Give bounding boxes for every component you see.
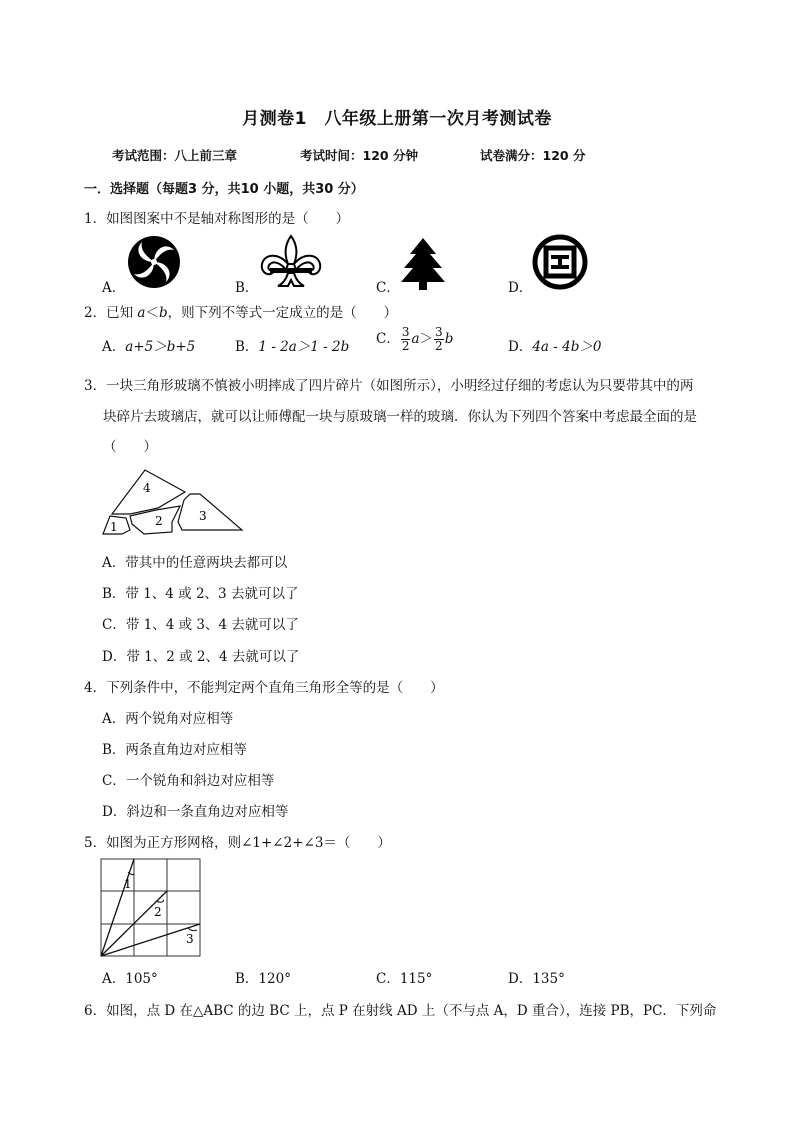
q1-option-b-label: B． <box>235 280 259 296</box>
angle-label-2: 2 <box>154 905 162 919</box>
exam-scope: 考试范围：八上前三章 <box>112 148 238 163</box>
question-3-line-1: 3．一块三角形玻璃不慎被小明摔成了四片碎片（如图所示），小明经过仔细的考虑认为只要带其中的两 <box>84 378 694 394</box>
q4-option-a: A．两个锐角对应相等 <box>102 711 234 727</box>
q5-option-a: A．105° <box>102 971 158 987</box>
q2-option-c: C． $\frac{3}{2}$ a＞ $\frac{3}{2}$ b <box>376 325 454 353</box>
fraction: $\frac{3}{2}$ <box>435 325 443 353</box>
exam-full-score: 试卷满分：120 分 <box>480 148 586 163</box>
q4-option-c: C．一个锐角和斜边对应相等 <box>102 773 275 789</box>
question-4-stem: 4．下列条件中，不能判定两个直角三角形全等的是（ ） <box>84 680 444 696</box>
fraction: $\frac{3}{2}$ <box>401 325 410 353</box>
question-2-stem: 2．已知 a＜b，则下列不等式一定成立的是（ ） <box>84 305 398 321</box>
piece-label-4: 4 <box>143 481 151 495</box>
angle-label-3: 3 <box>186 932 194 946</box>
question-1-stem: 1．如图图案中不是轴对称图形的是（ ） <box>84 211 350 227</box>
q3-option-a: A．带其中的任意两块去都可以 <box>102 555 288 571</box>
piece-label-2: 2 <box>155 514 163 528</box>
question-3-line-3: （ ） <box>103 439 157 455</box>
q2-option-a: A．a+5＞b+5 <box>102 339 196 355</box>
q3-option-c: C．带 1、4 或 3、4 去就可以了 <box>102 617 299 633</box>
piece-label-1: 1 <box>110 520 118 534</box>
broken-glass-figure <box>100 464 250 539</box>
q2-option-b: B．1 - 2a＞1 - 2b <box>235 339 350 355</box>
angle-label-1: 1 <box>124 877 132 891</box>
q1-option-a-label: A． <box>102 280 126 296</box>
q1-option-c-label: C． <box>376 280 400 296</box>
q1-option-d-label: D． <box>508 280 533 296</box>
pine-tree-icon <box>400 236 446 290</box>
exam-title: 月测卷1 八年级上册第一次月考测试卷 <box>242 109 552 129</box>
fleur-de-lis-icon <box>258 234 324 290</box>
swirl-emblem-icon <box>126 234 182 290</box>
question-5-stem: 5．如图为正方形网格，则∠1+∠2+∠3＝（ ） <box>84 835 391 851</box>
q3-option-d: D．带 1、2 或 2、4 去就可以了 <box>102 649 300 665</box>
q5-option-b: B．120° <box>235 971 291 987</box>
piece-label-3: 3 <box>199 509 207 523</box>
q2-option-d: D．4a - 4b＞0 <box>508 339 602 355</box>
square-grid-figure <box>100 858 202 958</box>
q4-option-d: D．斜边和一条直角边对应相等 <box>102 804 289 820</box>
q3-option-b: B．带 1、4 或 2、3 去就可以了 <box>102 586 299 602</box>
question-3-line-2: 块碎片去玻璃店，就可以让师傅配一块与原玻璃一样的玻璃．你认为下列四个答案中考虑最全面的是 <box>103 409 697 425</box>
q5-option-d: D．135° <box>508 971 565 987</box>
q4-option-b: B．两条直角边对应相等 <box>102 742 247 758</box>
q5-option-c: C．115° <box>376 971 433 987</box>
exam-time: 考试时间：120 分钟 <box>300 148 418 163</box>
question-6-stem: 6．如图，点 D 在△ABC 的边 BC 上，点 P 在射线 AD 上（不与点 A，D 重合），连接 PB，PC．下列命 <box>84 1003 717 1019</box>
section-heading: 一．选择题（每题3 分，共10 小题，共30 分） <box>84 182 364 197</box>
bank-logo-icon <box>532 234 588 290</box>
